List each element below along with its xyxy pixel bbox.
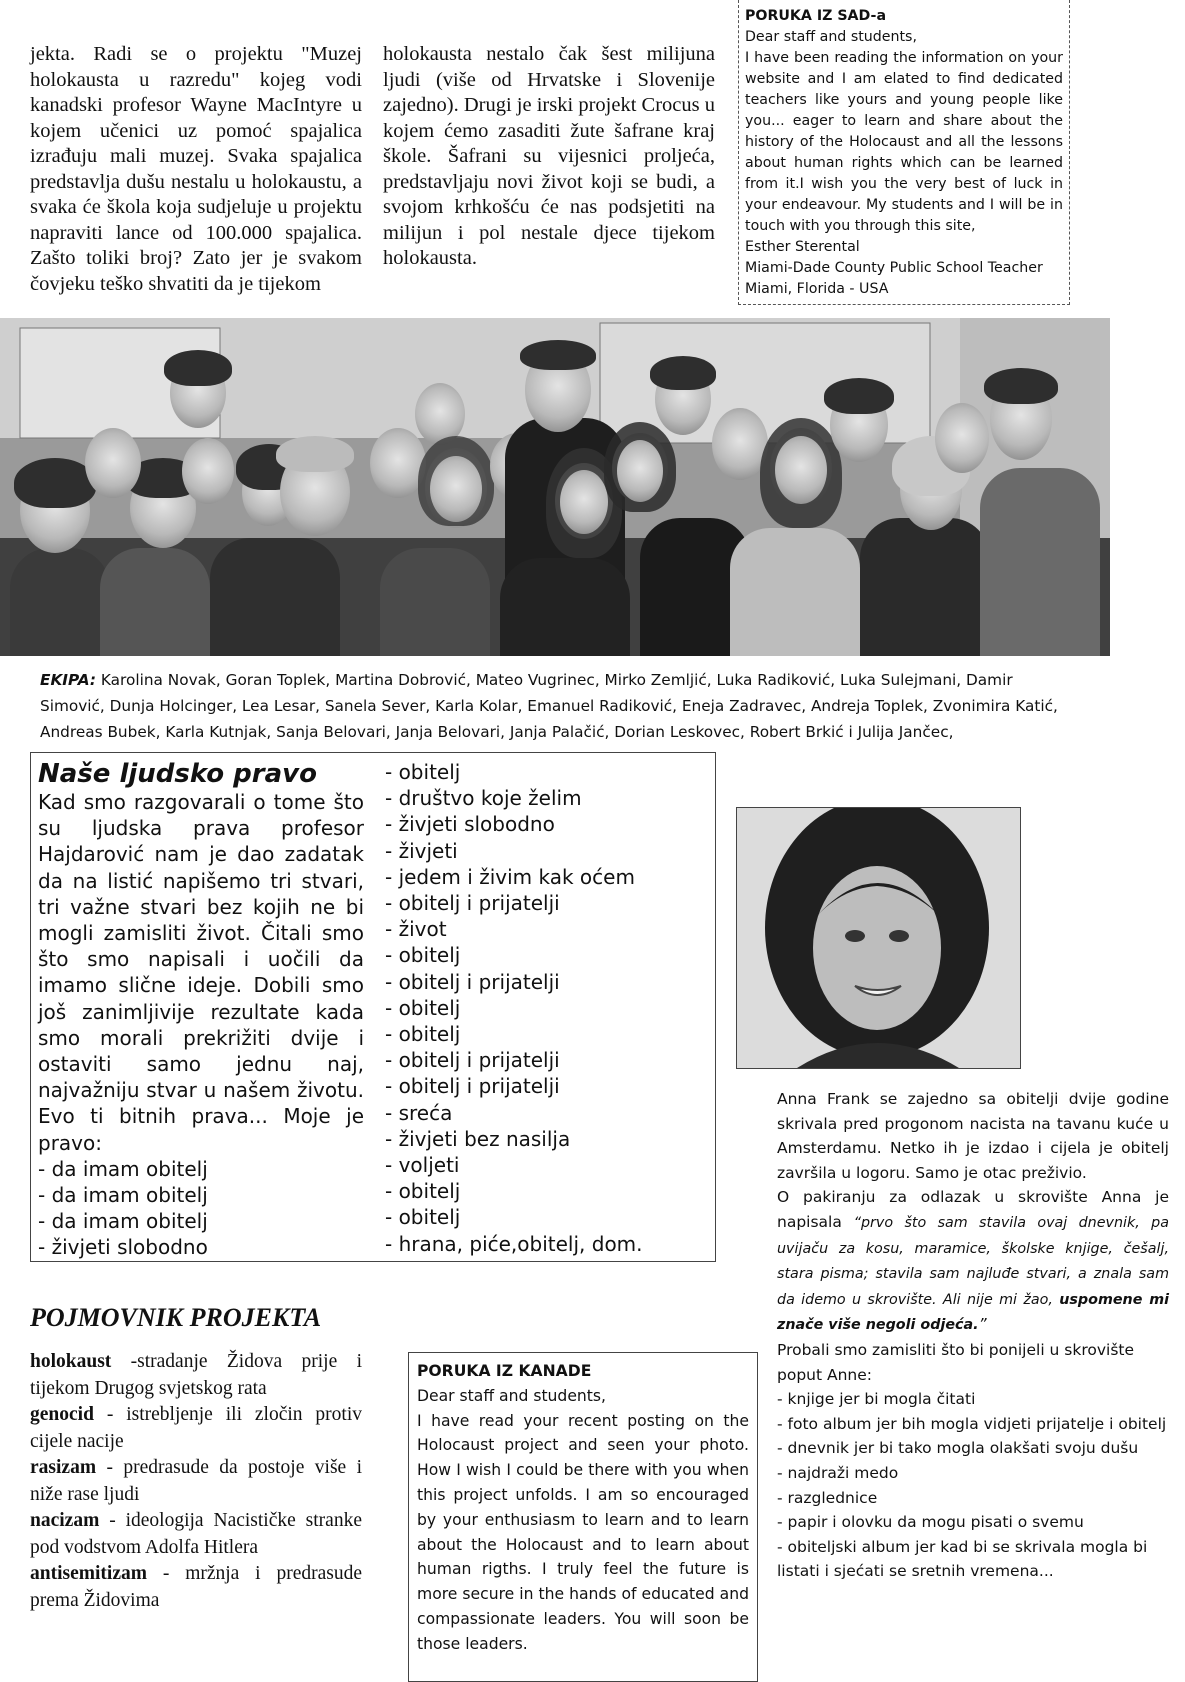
list-item: - život bbox=[385, 917, 447, 942]
list-item: - najdraži medo bbox=[777, 1463, 899, 1482]
anna-frank-portrait bbox=[736, 807, 1021, 1069]
list-item: - obitelj bbox=[385, 943, 461, 968]
list-item: - živjeti bez nasilja bbox=[385, 1126, 571, 1151]
list-item: - društvo koje želim bbox=[385, 786, 582, 811]
list-item: - obitelj bbox=[385, 1205, 461, 1230]
usa-message-location: Miami, Florida - USA bbox=[745, 281, 889, 297]
usa-message-name: Esther Sterental bbox=[745, 239, 860, 255]
article-text-left: jekta. Radi se o projektu "Muzej holokausta u razredu" kojeg vodi kanadski profesor Wayne MacIntyre u kojem učenici uz pomoć spajalica izrađuju mali muzej. Svaka spajalica predstavlja dušu nestalu u holokaustu, a svaka će škola koja sudjeluje u projektu napraviti lance od 100.000 spajalica. Zašto toliki broj? Zato jer je svakom čovjeku teško shvatiti da je tijekom bbox=[30, 43, 362, 295]
glossary-def: - mržnja i predrasude prema Židovima bbox=[30, 1563, 362, 1611]
list-item: - knjige jer bi mogla čitati bbox=[777, 1390, 976, 1409]
canada-message-title: PORUKA IZ KANADE bbox=[417, 1362, 592, 1380]
canada-message-body: I have read your recent posting on the Holocaust project and seen your photo. How I wish I could be there with you when this project unfolds. I am so encouraged by your enthusiasm to learn and to learn about the Holocaust and to learn about human rigths. I truly feel the future is more secure in the hands of educated and compassionate leaders. You will soon be those leaders. bbox=[417, 1411, 749, 1653]
caption-label: EKIPA: bbox=[40, 671, 97, 689]
usa-message-body: I have been reading the information on your website and I am elated to find dedicated teachers like yours and young people like you... eager to learn and share about the history of the Holocaust and all the lessons about human rights which can be learned from it.I wish you the very best of luck in your endeavour. My students and I will be in touch with you through this site, bbox=[745, 50, 1063, 234]
list-item: - da imam obitelj bbox=[38, 1183, 208, 1208]
list-item: - jedem i živim kak oćem bbox=[385, 864, 635, 889]
list-item: - obiteljski album jer kad bi se skrivala mogla bi listati i sjećati se sretnih vremena... bbox=[777, 1537, 1148, 1581]
canada-message-box bbox=[408, 1352, 758, 1682]
anna-quote-end: ” bbox=[978, 1315, 987, 1334]
anna-quote-paragraph bbox=[777, 1185, 1169, 1338]
glossary-term: genocid bbox=[30, 1404, 94, 1425]
glossary-item bbox=[30, 1455, 362, 1508]
human-rights-right-list bbox=[385, 759, 710, 1257]
anna-quote: “prvo što sam stavila ovaj dnevnik, pa uvijaču za kosu, maramice, školske knjige, češalj, stara pisma; stavila sam najluđe stvari, a znala sam da idemo u skrovište. Ali nije mi žao, bbox=[777, 1214, 1169, 1308]
anna-intro: Anna Frank se zajedno sa obitelji dvije godine skrivala pred progonom nacista na tavanu kuće u Amsterdamu. Netko ih je izdao i cijela je obitelj završila u logoru. Samo je otac preživio. bbox=[777, 1090, 1169, 1182]
article-column-middle bbox=[383, 42, 715, 272]
article-text-middle: holokausta nestalo čak šest milijuna ljudi (više od Hrvatske i Slovenije zajedno). Drugi je irski projekt Crocus u kojem ćemo zasaditi žute šafrane kraj škole. Šafrani su vijesnici proljeća, predstavljaju novi život koji se budi, a svojom krhkošću će nas podsjetiti na milijun i pol nestale djece tijekom holokausta. bbox=[383, 43, 715, 269]
list-item: - razglednice bbox=[777, 1488, 878, 1507]
group-photo bbox=[0, 318, 1110, 656]
list-item: - obitelj bbox=[385, 1022, 461, 1047]
list-item: - hrana, piće,obitelj, dom. bbox=[385, 1231, 643, 1256]
glossary-item bbox=[30, 1561, 362, 1614]
glossary-title: POJMOVNIK PROJEKTA bbox=[30, 1303, 322, 1332]
list-item: - obitelj i prijatelji bbox=[385, 969, 560, 994]
glossary-item bbox=[30, 1402, 362, 1455]
list-item: - živjeti slobodno bbox=[385, 812, 555, 837]
human-rights-body: Kad smo razgovarali o tome što su ljudska prava profesor Hajdarović nam je dao zadatak da na listić napišemo tri stvari, tri važne stvari bez kojih ne bi mogli zamisliti život. Čitali smo što smo napisali i uočili da imamo slične ideje. Dobili smo još zanimljivije rezultate kada smo morali prekrižiti dvije i ostaviti samo jednu naj, najvažniju stvar u našem životu. Evo ti bitnih prava... Moje je pravo: bbox=[38, 790, 364, 1155]
list-item: - dnevnik jer bi tako mogla olakšati svoju dušu bbox=[777, 1439, 1139, 1458]
usa-message-box bbox=[738, 0, 1070, 305]
glossary-def: - istrebljenje ili zločin protiv cijele nacije bbox=[30, 1404, 362, 1452]
list-item: - živjeti slobodno bbox=[38, 1235, 208, 1260]
glossary-term: antisemitizam bbox=[30, 1563, 147, 1584]
photo-caption bbox=[40, 667, 1070, 745]
anna-frank-text bbox=[777, 1087, 1169, 1584]
list-item: - sreća bbox=[385, 1100, 453, 1125]
glossary bbox=[30, 1303, 362, 1614]
human-rights-title: Naše ljudsko pravo bbox=[38, 759, 317, 789]
list-item: - obitelj i prijatelji bbox=[385, 1074, 560, 1099]
glossary-term: nacizam bbox=[30, 1510, 100, 1531]
list-item: - obitelj bbox=[385, 760, 461, 784]
caption-names: Karolina Novak, Goran Toplek, Martina Dobrović, Mateo Vugrinec, Mirko Zemljić, Luka Radiković, Luka Sulejmani, Damir Simović, Dunja Holcinger, Lea Lesar, Sanela Sever, Karla Kolar, Emanuel Radiković, Eneja Zadravec, Andreja Toplek, Zvonimira Katić, Andreas Bubek, Karla Kutnjak, Sanja Belovari, Janja Belovari, Janja Palačić, Dorian Leskovec, Robert Brkić i Julija Jančec, bbox=[40, 671, 1058, 741]
list-item: - obitelj bbox=[385, 995, 461, 1020]
usa-message-greeting: Dear staff and students, bbox=[745, 29, 917, 45]
list-item: - obitelj bbox=[385, 1179, 461, 1204]
glossary-item bbox=[30, 1508, 362, 1561]
human-rights-left-list bbox=[38, 1156, 364, 1261]
list-item: - živjeti bbox=[385, 838, 458, 863]
glossary-term: rasizam bbox=[30, 1457, 97, 1478]
human-rights-left bbox=[38, 759, 364, 1261]
usa-message-title: PORUKA IZ SAD-a bbox=[745, 8, 887, 24]
list-item: - papir i olovku da mogu pisati o svemu bbox=[777, 1513, 1084, 1532]
list-item: - obitelj i prijatelji bbox=[385, 1048, 560, 1073]
anna-items bbox=[777, 1387, 1169, 1584]
anna-question: Probali smo zamisliti što bi ponijeli u skrovište poput Anne: bbox=[777, 1340, 1135, 1384]
glossary-term: holokaust bbox=[30, 1351, 112, 1372]
portrait-illustration bbox=[737, 808, 1020, 1068]
list-item: - obitelj i prijatelji bbox=[385, 891, 560, 916]
list-item: - foto album jer bih mogla vidjeti prijatelje i obitelj bbox=[777, 1414, 1167, 1433]
usa-message-role: Miami-Dade County Public School Teacher bbox=[745, 260, 1043, 276]
glossary-def: - ideologija Nacističke stranke pod vodstvom Adolfa Hitlera bbox=[30, 1510, 362, 1558]
glossary-item bbox=[30, 1349, 362, 1402]
glossary-def: -stradanje Židova prije i tijekom Drugog svjetskog rata bbox=[30, 1351, 362, 1399]
glossary-def: - predrasude da postoje više i niže rase ljudi bbox=[30, 1457, 362, 1505]
list-item: - da imam obitelj bbox=[38, 1209, 208, 1234]
anna-quote-lead: O pakiranju za odlazak u skrovište Anna je napisala bbox=[777, 1188, 1169, 1231]
list-item: - voljeti bbox=[385, 1153, 460, 1178]
canada-message-greeting: Dear staff and students, bbox=[417, 1386, 607, 1405]
anna-quote-bold: uspomene mi znače više negoli odjeća. bbox=[777, 1291, 1169, 1334]
list-item: - da imam obitelj bbox=[38, 1156, 208, 1181]
article-column-left bbox=[30, 42, 362, 297]
